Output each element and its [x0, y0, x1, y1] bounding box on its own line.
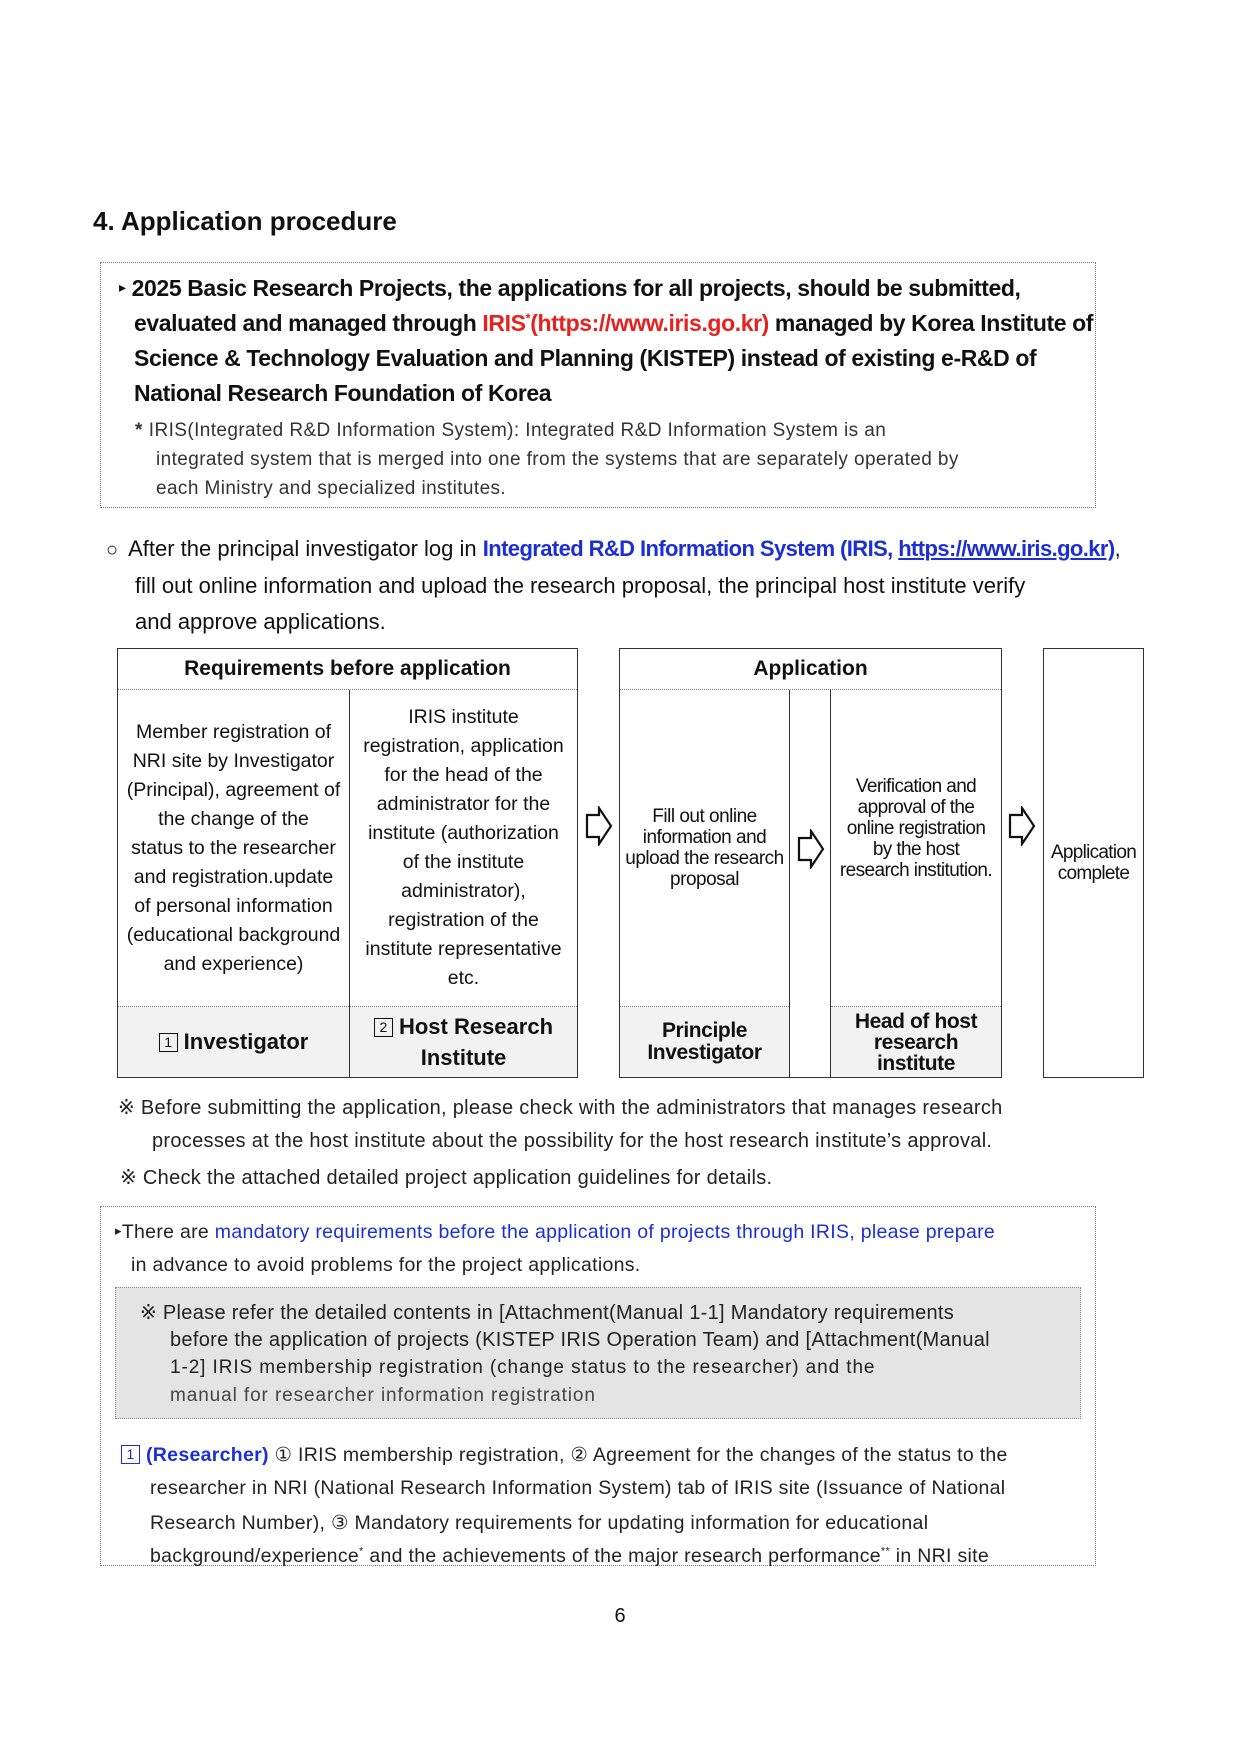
col1-text-line: (educational background: [126, 923, 341, 946]
manual-reference-box: [115, 1287, 1081, 1419]
col2-text-line: of the institute: [402, 851, 525, 873]
col3-text-line: upload the research: [625, 848, 784, 869]
fill-out-step: [620, 690, 789, 1006]
triangle-bullet-icon: ▸: [119, 279, 126, 295]
col1-text-line: Member registration of: [135, 720, 332, 743]
col4-text-line: by the host: [872, 838, 960, 860]
notice-line-2: evaluated and managed through IRIS*(https://www.iris.go.kr) managed by Korea Institute of: [134, 310, 1094, 336]
footnote-line-1: * IRIS(Integrated R&D Information System): Integrated R&D Information System is an: [135, 420, 887, 441]
application-complete-box: [1043, 648, 1144, 1078]
flow-arrow-icon: [584, 806, 614, 846]
principal-investigator-role: Principle Investigator: [620, 1006, 789, 1077]
col2-text-line: institute representative: [365, 938, 562, 960]
note-approval-line-2: processes at the host institute about the possibility for the host research institute’s approval.: [152, 1130, 993, 1152]
application-header: Application: [620, 649, 1001, 690]
col2-text-line: IRIS institute: [408, 706, 519, 728]
flow-arrow-icon: [1007, 806, 1037, 846]
col4-text-line: research institution.: [839, 859, 993, 881]
notice-line-3: Science & Technology Evaluation and Planning (KISTEP) instead of existing e-R&D of: [134, 345, 1037, 371]
investigator-role: 1 Investigator: [118, 1006, 349, 1077]
verification-step: [831, 690, 1001, 1006]
notice-line-4: National Research Foundation of Korea: [134, 380, 552, 406]
iris-url-link[interactable]: https://www.iris.go.kr): [898, 536, 1115, 561]
requirements-header: Requirements before application: [118, 649, 577, 690]
col2-text-line: administrator),: [401, 880, 526, 902]
footnote-line-3: each Ministry and specialized institutes.: [156, 478, 507, 499]
note-approval-line-1: ※ Before submitting the application, please check with the administrators that manages research: [118, 1097, 1003, 1119]
col1-text-line: the change of the: [158, 807, 309, 830]
flow-arrow-icon: [796, 829, 826, 869]
col2-text-line: registration of the: [388, 909, 539, 931]
manual-ref-line-4: manual for researcher information registration: [170, 1385, 596, 1406]
col5-text-line: Application: [1050, 842, 1137, 863]
col1-text-line: and registration.update: [133, 865, 334, 888]
col4-text-line: approval of the: [857, 796, 975, 818]
number-box-icon: 1: [121, 1445, 140, 1464]
researcher-line-1: 1 (Researcher) ① IRIS membership registration, ② Agreement for the changes of the status to the: [121, 1443, 1008, 1467]
investigator-requirements: [118, 690, 349, 1006]
mandatory-line-1: ▸There are mandatory requirements before the application of projects through IRIS, please prepare: [115, 1221, 996, 1243]
requirements-table: [117, 648, 578, 1078]
col1-text-line: (Principal), agreement of: [126, 778, 341, 801]
manual-ref-line-3: 1-2] IRIS membership registration (change status to the researcher) and the: [170, 1357, 876, 1378]
footnote-line-2: integrated system that is merged into one from the systems that are separately operated by: [156, 449, 959, 470]
notice-box-iris: [100, 262, 1096, 508]
researcher-line-2: researcher in NRI (National Research Information System) tab of IRIS site (Issuance of National: [150, 1477, 1006, 1499]
mandatory-line-2: in advance to avoid problems for the project applications.: [131, 1254, 641, 1276]
col1-text-line: NRI site by Investigator: [132, 749, 335, 772]
col4-text-line: online registration: [846, 817, 986, 839]
head-of-host-institute-role: Head of host research institute: [831, 1006, 1001, 1077]
section-heading: 4. Application procedure: [93, 206, 397, 236]
number-box-icon: 2: [374, 1018, 393, 1037]
host-institute-role: 2 Host Research Institute: [350, 1006, 577, 1077]
note-guidelines: ※ Check the attached detailed project application guidelines for details.: [120, 1167, 773, 1189]
col2-text-line: institute (authorization: [368, 822, 559, 844]
col1-text-line: of personal information: [134, 894, 333, 917]
col1-text-line: and experience): [163, 952, 304, 975]
researcher-line-3: Research Number), ③ Mandatory requirements for updating information for educational: [150, 1512, 929, 1534]
application-table: [619, 648, 1002, 1078]
iris-url: (https://www.iris.go.kr): [530, 310, 769, 336]
notice-line-1: ▸ 2025 Basic Research Projects, the applications for all projects, should be submitted,: [119, 275, 1021, 301]
circle-bullet-icon: ○: [106, 539, 119, 561]
col2-text-line: etc.: [447, 967, 480, 989]
manual-ref-line-2: before the application of projects (KISTEP IRIS Operation Team) and [Attachment(Manual: [170, 1329, 990, 1351]
col2-text-line: registration, application: [363, 735, 564, 757]
triangle-bullet-icon: ▸: [115, 1223, 122, 1238]
procedure-paragraph-line-1: ○ After the principal investigator log in Integrated R&D Information System (IRIS, https://www.iris.go.kr),: [106, 536, 1121, 561]
col2-text-line: administrator for the: [376, 793, 551, 815]
procedure-paragraph-line-2: fill out online information and upload the research proposal, the principal host institute verify: [135, 573, 1026, 598]
col4-text-line: Verification and: [855, 775, 977, 797]
col2-text-line: for the head of the: [384, 764, 543, 786]
mandatory-requirements-box: [100, 1206, 1096, 1566]
page-number: 6: [614, 1605, 626, 1627]
col1-text-line: status to the researcher: [131, 836, 336, 859]
col3-text-line: Fill out online: [652, 806, 757, 827]
number-box-icon: 1: [159, 1033, 178, 1052]
col3-text-line: information and: [642, 827, 767, 848]
researcher-line-4: background/experience* and the achievements of the major research performance** in NRI site: [150, 1545, 990, 1567]
procedure-paragraph-line-3: and approve applications.: [135, 609, 386, 634]
asterisk-icon: *: [135, 420, 143, 441]
col5-text-line: complete: [1057, 863, 1130, 884]
manual-ref-line-1: ※ Please refer the detailed contents in [Attachment(Manual 1-1] Mandatory requirements: [140, 1302, 955, 1324]
institute-requirements: [350, 690, 577, 1006]
col3-text-line: proposal: [670, 869, 739, 890]
application-complete-label: [1044, 649, 1143, 1077]
iris-system-link[interactable]: Integrated R&D Information System (IRIS,: [482, 536, 899, 561]
